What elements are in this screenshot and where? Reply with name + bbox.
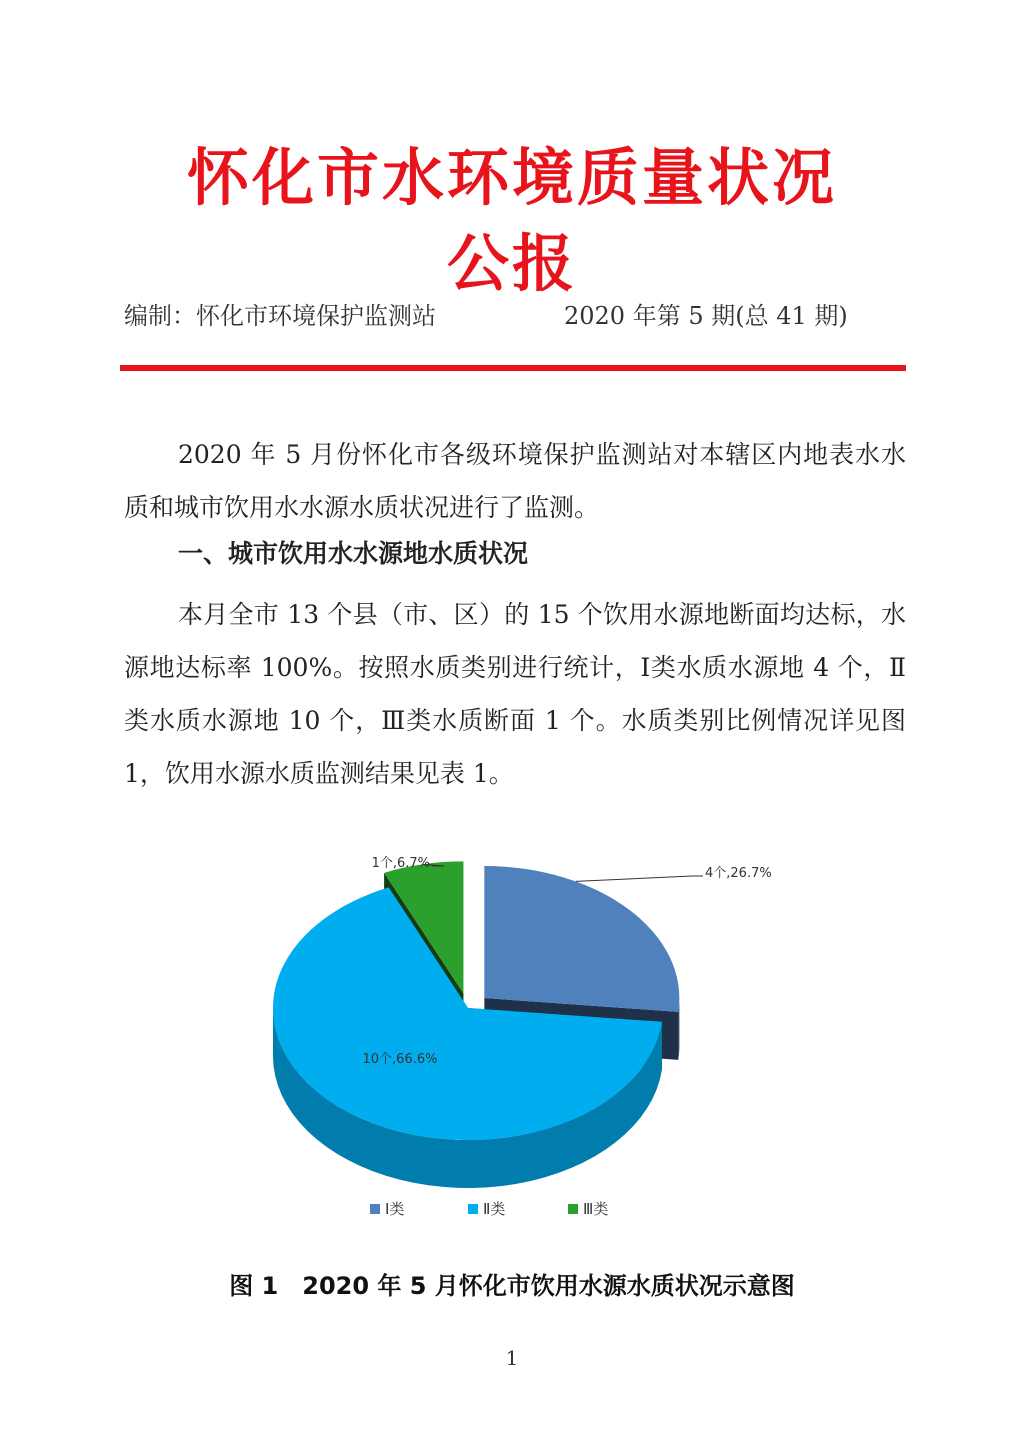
figure-caption-text: 2020 年 5 月怀化市饮用水源水质状况示意图	[302, 1272, 795, 1300]
data-label-3: 1个,6.7%	[371, 856, 430, 871]
section-paragraph: 本月全市 13 个县（市、区）的 15 个饮用水源地断面均达标，水源地达标率 100%。按照水质类别进行统计，Ⅰ类水质水源地 4 个，Ⅱ类水质水源地 10 个，Ⅲ类水质断面 1 个。水质类别比例情况详见图 1，饮用水源水质监测结果见表 1。	[124, 600, 906, 788]
intro-paragraph: 2020 年 5 月份怀化市各级环境保护监测站对本辖区内地表水水质和城市饮用水水源水质状况进行了监测。	[124, 440, 906, 522]
page-number: 1	[505, 1346, 519, 1370]
figure-caption	[0, 1266, 1024, 1301]
legend-swatch-1	[370, 1204, 380, 1214]
header-divider	[120, 365, 906, 371]
issue-label: 2020 年第 5 期(总 41 期)	[564, 302, 848, 330]
report-title: 怀化市水环境质量状况	[186, 141, 837, 214]
data-label-1: 4个,26.7%	[705, 866, 772, 881]
legend-swatch-2	[468, 1204, 478, 1214]
figure-number: 图 1	[229, 1272, 279, 1300]
legend-label-3: Ⅲ类	[583, 1200, 609, 1218]
legend-label-1: Ⅰ类	[385, 1200, 405, 1218]
legend-swatch-3	[568, 1204, 578, 1214]
report-meta	[124, 296, 904, 330]
pie-slice-1	[484, 866, 679, 1012]
label-leader-line	[576, 876, 703, 881]
pie-chart	[200, 830, 820, 1240]
pie-chart-svg	[200, 830, 820, 1240]
legend-label-2: Ⅱ类	[483, 1200, 506, 1218]
report-title-line2: 公报	[446, 227, 577, 300]
editor-label: 编制：怀化市环境保护监测站	[124, 302, 436, 330]
section-heading: 一、城市饮用水水源地水质状况	[178, 539, 529, 568]
data-label-2: 10个,66.6%	[362, 1052, 438, 1067]
